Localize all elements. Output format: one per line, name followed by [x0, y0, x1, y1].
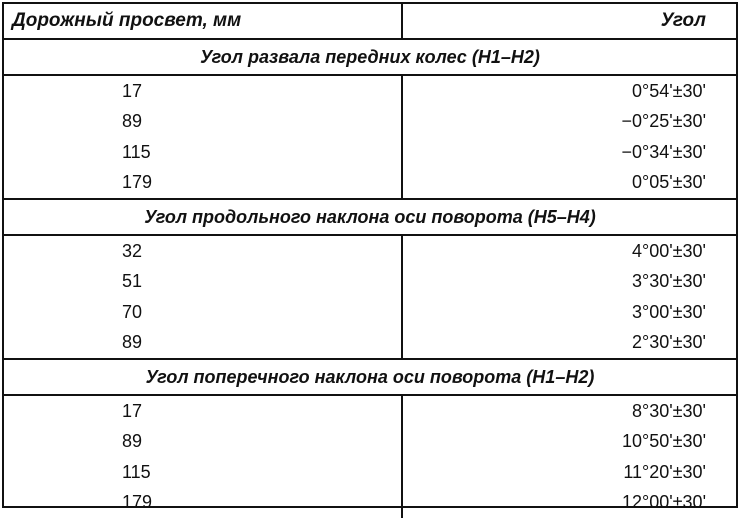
table-row [4, 137, 736, 168]
table-row [4, 297, 736, 328]
table-row [4, 427, 736, 458]
clearance-cell: 17 [4, 76, 401, 107]
angle-cell: 3°00'±30' [401, 297, 736, 328]
angle-cell: 10°50'±30' [401, 427, 736, 458]
angle-cell: 4°00'±30' [401, 236, 736, 267]
angle-cell: 0°54'±30' [401, 76, 736, 107]
angle-cell: −0°34'±30' [401, 137, 736, 168]
clearance-cell: 89 [4, 328, 401, 359]
angle-cell: 11°20'±30' [401, 457, 736, 488]
table-row [4, 396, 736, 427]
clearance-cell: 89 [4, 107, 401, 138]
clearance-cell: 32 [4, 236, 401, 267]
alignment-table [2, 2, 738, 508]
clearance-cell: 51 [4, 267, 401, 298]
section-title-caster: Угол продольного наклона оси поворота (Н5–Н4) [4, 198, 736, 236]
angle-cell: 12°00'±30' [401, 488, 736, 518]
angle-cell: 2°30'±30' [401, 328, 736, 359]
angle-cell: 0°05'±30' [401, 168, 736, 199]
table-row [4, 267, 736, 298]
angle-cell: 8°30'±30' [401, 396, 736, 427]
table-row [4, 328, 736, 359]
clearance-cell: 179 [4, 168, 401, 199]
header-clearance: Дорожный просвет, мм [4, 4, 401, 38]
table-row [4, 76, 736, 107]
clearance-cell: 17 [4, 396, 401, 427]
clearance-cell: 115 [4, 457, 401, 488]
table-row [4, 457, 736, 488]
table-row [4, 488, 736, 518]
table-row [4, 107, 736, 138]
angle-cell: 3°30'±30' [401, 267, 736, 298]
table-row [4, 168, 736, 199]
angle-cell: −0°25'±30' [401, 107, 736, 138]
table-header-row [4, 4, 736, 40]
clearance-cell: 70 [4, 297, 401, 328]
section-title-camber: Угол развала передних колес (Н1–Н2) [4, 40, 736, 76]
section-title-kingpin: Угол поперечного наклона оси поворота (Н1–Н2) [4, 358, 736, 396]
table-row [4, 236, 736, 267]
header-angle: Угол [401, 4, 736, 38]
clearance-cell: 89 [4, 427, 401, 458]
clearance-cell: 179 [4, 488, 401, 518]
clearance-cell: 115 [4, 137, 401, 168]
